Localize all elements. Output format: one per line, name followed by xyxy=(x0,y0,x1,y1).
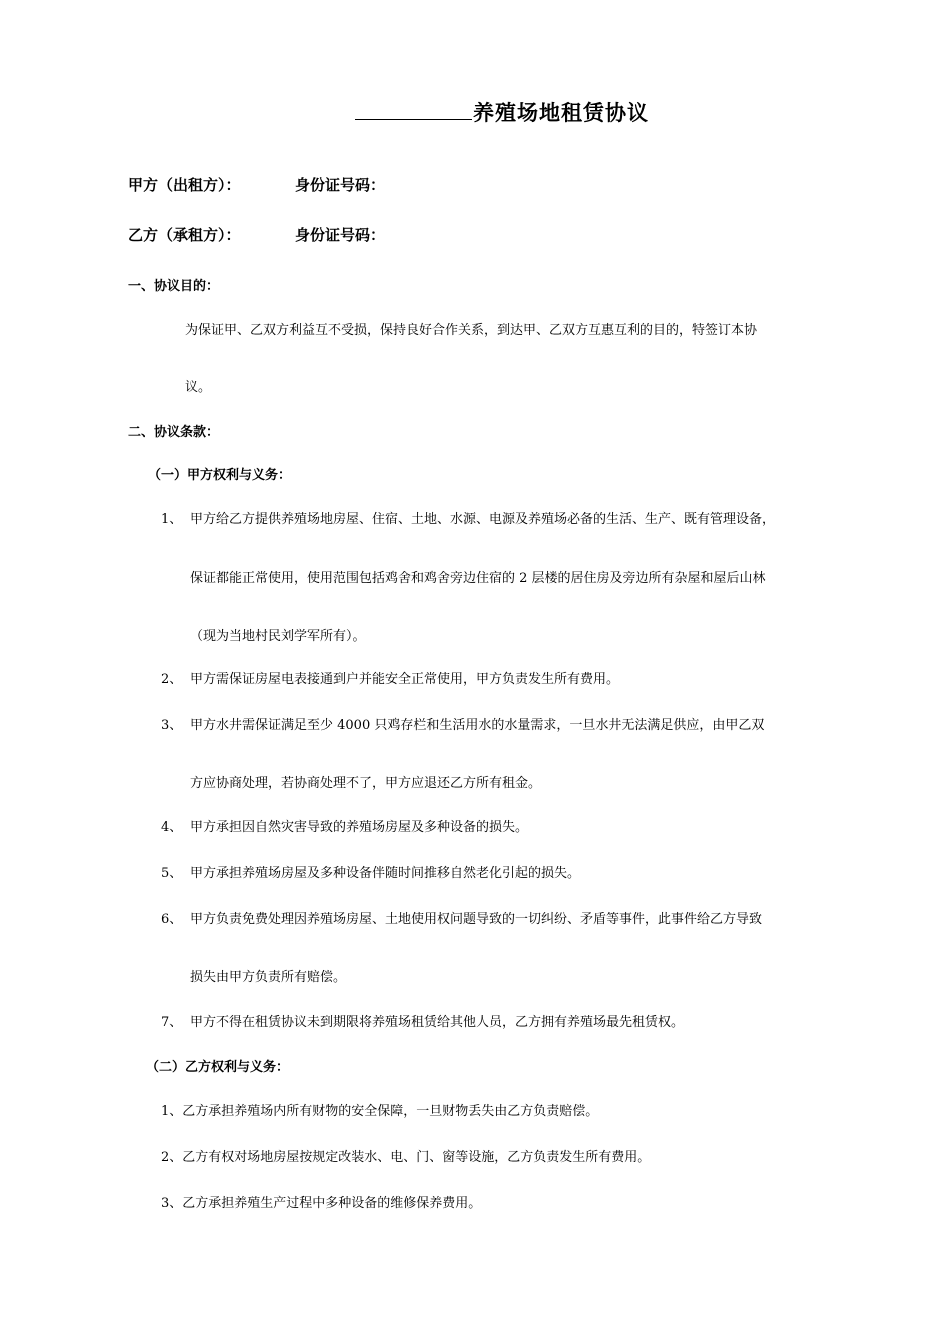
title-blank-line xyxy=(355,99,472,120)
party-b-duties-heading: （二）乙方权利与义务： xyxy=(146,1060,290,1075)
item-a7-line1: 甲方不得在租赁协议未到期限将养殖场租赁给其他人员，乙方拥有养殖场最先租赁权。 xyxy=(190,1015,685,1030)
item-a1-line1: 甲方给乙方提供养殖场地房屋、住宿、土地、水源、电源及养殖场必备的生活、生产、既有管理设备， xyxy=(190,512,776,527)
title-text: 养殖场地租赁协议 xyxy=(473,100,649,125)
item-a4-number: 4、 xyxy=(161,820,183,835)
item-a6-line2: 损失由甲方负责所有赔偿。 xyxy=(190,970,347,985)
item-a6-line1: 甲方负责免费处理因养殖场房屋、土地使用权问题导致的一切纠纷、矛盾等事件，此事件给乙方导致 xyxy=(190,912,763,927)
item-a6-number: 6、 xyxy=(161,912,183,927)
item-a1-line3: （现为当地村民刘学军所有）。 xyxy=(190,629,366,644)
item-a2-number: 2、 xyxy=(161,672,183,687)
item-b3: 3、乙方承担养殖生产过程中多种设备的维修保养费用。 xyxy=(161,1196,482,1211)
item-a3-line2: 方应协商处理，若协商处理不了，甲方应退还乙方所有租金。 xyxy=(190,776,542,791)
item-a3-number: 3、 xyxy=(161,718,183,733)
party-a-duties-heading: （一）甲方权利与义务： xyxy=(148,468,292,483)
document-title xyxy=(355,97,649,127)
item-a1-number: 1、 xyxy=(161,512,183,527)
section2-heading: 二、协议条款： xyxy=(128,425,220,440)
item-a1-line2: 保证都能正常使用，使用范围包括鸡舍和鸡舍旁边住宿的 2 层楼的居住房及旁边所有杂屋和屋后山林 xyxy=(190,571,766,586)
item-b2: 2、乙方有权对场地房屋按规定改装水、电、门、窗等设施，乙方负责发生所有费用。 xyxy=(161,1150,651,1165)
section1-heading: 一、协议目的： xyxy=(128,279,220,294)
item-a4-line1: 甲方承担因自然灾害导致的养殖场房屋及多种设备的损失。 xyxy=(190,820,529,835)
section1-text-line2: 议。 xyxy=(185,380,212,395)
section1-text-line1: 为保证甲、乙双方利益互不受损，保持良好合作关系，到达甲、乙双方互惠互利的目的，特签订本协 xyxy=(185,323,758,338)
item-b1: 1、乙方承担养殖场内所有财物的安全保障，一旦财物丢失由乙方负责赔偿。 xyxy=(161,1104,599,1119)
party-b-id-label: 身份证号码： xyxy=(295,226,386,244)
item-a2-line1: 甲方需保证房屋电表接通到户并能安全正常使用，甲方负责发生所有费用。 xyxy=(190,672,620,687)
item-a7-number: 7、 xyxy=(161,1015,183,1030)
party-a-label: 甲方（出租方）： xyxy=(128,176,241,194)
party-b-label: 乙方（承租方）： xyxy=(128,226,241,244)
party-a-id-label: 身份证号码： xyxy=(295,176,386,194)
item-a5-line1: 甲方承担养殖场房屋及多种设备伴随时间推移自然老化引起的损失。 xyxy=(190,866,581,881)
item-a3-line1: 甲方水井需保证满足至少 4000 只鸡存栏和生活用水的水量需求，一旦水井无法满足供应，由甲乙双 xyxy=(190,718,765,733)
item-a5-number: 5、 xyxy=(161,866,183,881)
